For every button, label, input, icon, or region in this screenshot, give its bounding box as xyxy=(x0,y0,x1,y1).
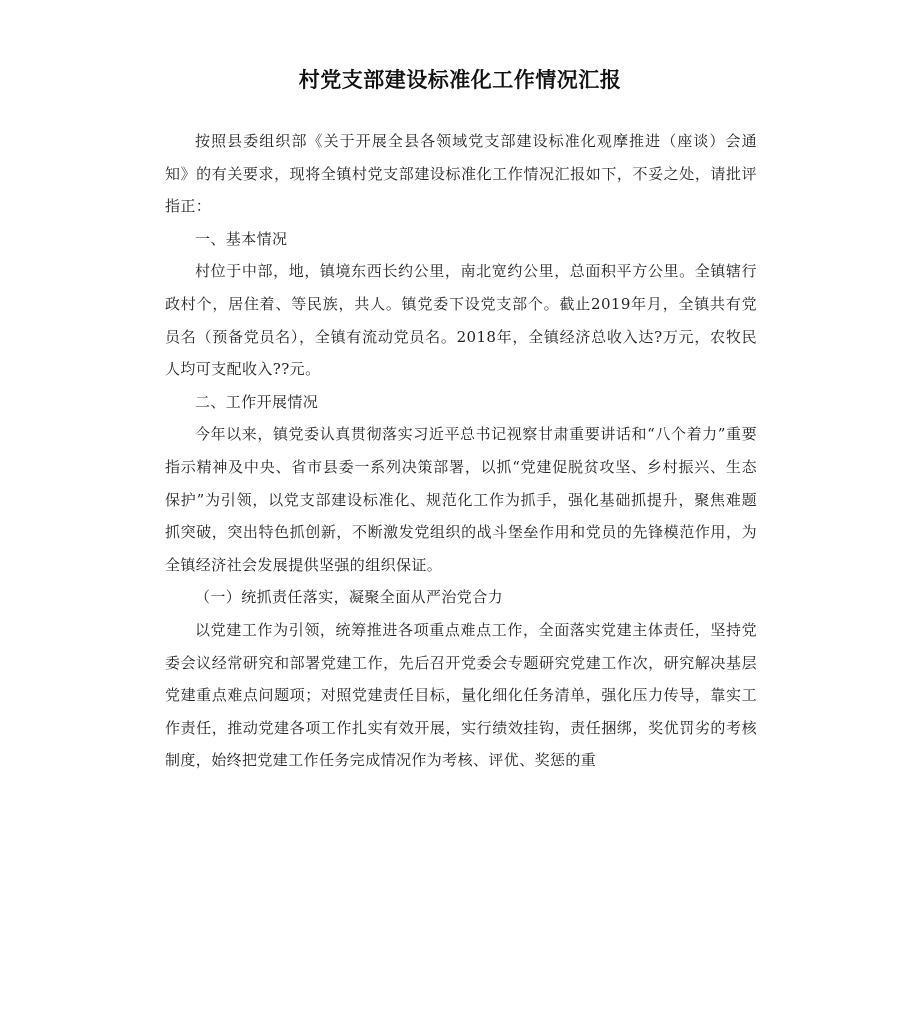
paragraph-intro: 按照县委组织部《关于开展全县各领域党支部建设标准化观摩推进（座谈）会通知》的有关要求，现将全镇村党支部建设标准化工作情况汇报如下，不妥之处，请批评指正： xyxy=(165,132,757,216)
document-body xyxy=(165,125,757,777)
paragraph-basic-situation: 村位于中部，地，镇境东西长约公里，南北宽约公里，总面积平方公里。全镇辖行政村个，居住着、等民族，共人。镇党委下设党支部个。截止2019年月，全镇共有党员名（预备党员名），全镇有流动党员名。2018年，全镇经济总收入达?万元，农牧民人均可支配收入??元。 xyxy=(165,262,757,379)
paragraph-responsibility: 以党建工作为引领，统筹推进各项重点难点工作，全面落实党建主体责任，坚持党委会议经常研究和部署党建工作，先后召开党委会专题研究党建工作次，研究解决基层党建重点难点问题项；对照党建责任目标，量化细化任务清单，强化压力传导，靠实工作责任，推动党建各项工作扎实有效开展，实行绩效挂钩，责任捆绑，奖优罚劣的考核制度，始终把党建工作任务完成情况作为考核、评优、奖惩的重 xyxy=(165,620,757,770)
section-heading-work-progress: 二、工作开展情况 xyxy=(195,392,319,411)
section-heading-basic-situation: 一、基本情况 xyxy=(195,229,288,248)
document-title: 村党支部建设标准化工作情况汇报 xyxy=(298,68,622,92)
paragraph-work-progress: 今年以来，镇党委认真贯彻落实习近平总书记视察甘肃重要讲话和“八个着力”重要指示精神及中央、省市县委一系列决策部署，以抓“党建促脱贫攻坚、乡村振兴、生态保护”为引领，以党支部建设标准化、规范化工作为抓手，强化基础抓提升，聚焦难题抓突破，突出特色抓创新，不断激发党组织的战斗堡垒作用和党员的先锋模范作用，为全镇经济社会发展提供坚强的组织保证。 xyxy=(165,425,757,574)
subsection-heading-responsibility: （一）统抓责任落实，凝聚全面从严治党合力 xyxy=(195,588,504,607)
